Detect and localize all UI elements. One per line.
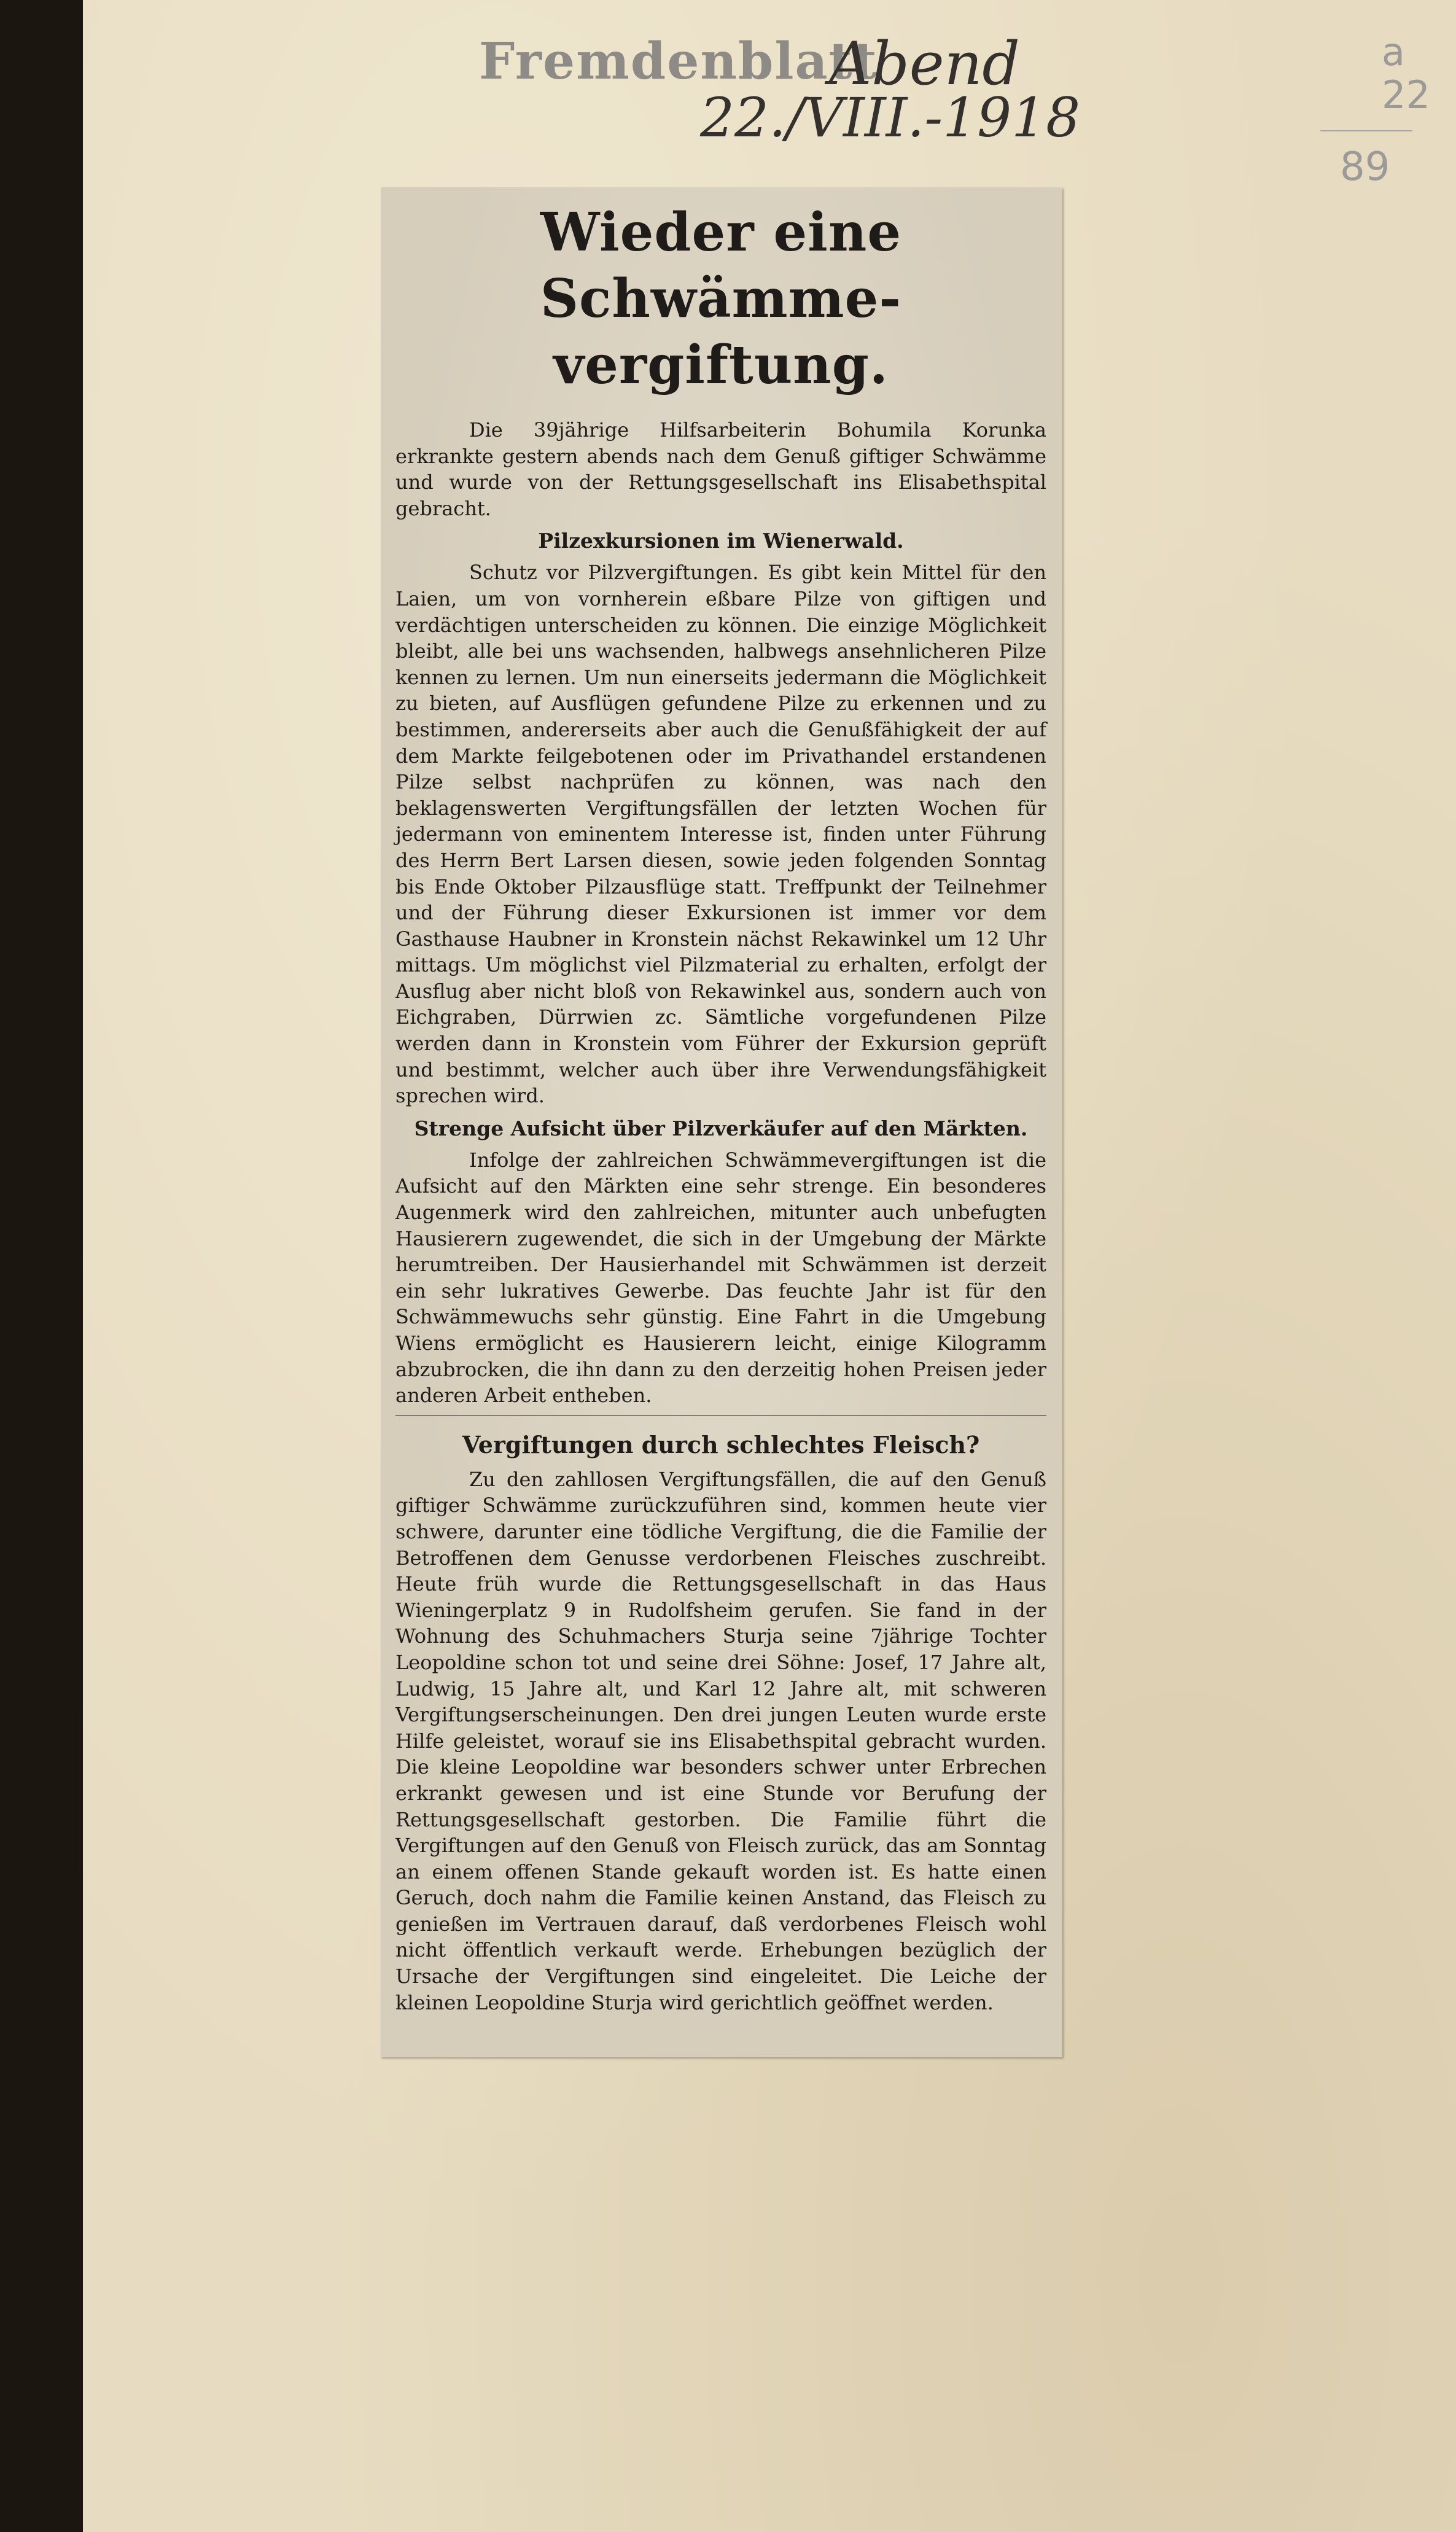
newspaper-stamp: Fremdenblatt xyxy=(479,32,878,91)
handwritten-date: 22./VIII.-1918 xyxy=(700,86,1081,149)
pencil-page-number: 89 xyxy=(1340,144,1390,190)
article-title: Wieder eine Schwämme-vergiftung. xyxy=(540,201,902,396)
section-heading-pilzexkursionen: Pilzexkursionen im Wienerwald. xyxy=(538,529,904,553)
section-heading-fleisch: Vergiftungen durch schlechtes Fleisch? xyxy=(462,1430,980,1459)
section-heading-aufsicht: Strenge Aufsicht über Pilzverkäufer auf den Märkten. xyxy=(414,1116,1028,1140)
section-text-fleisch: Zu den zahllosen Vergiftungsfällen, die auf den Genuß giftiger Schwämme zurückzuführen sind, kommen heute vier schwere, darunter eine tödliche Vergiftung, die die Familie der Betroffenen dem Genusse verdorbenen Fleisches zuschreibt. Heute früh wurde die Rettungsgesellschaft in das Haus Wieningerplatz 9 in Rudolfsheim gerufen. Sie fand in der Wohnung des Schuhmachers Sturja seine 7jährige Tochter Leopoldine schon tot und seine drei Söhne: Josef, 17 Jahre alt, Ludwig, 15 Jahre alt, und Karl 12 Jahre alt, mit schweren Vergiftungserscheinungen. Den drei jungen Leuten wurde erste Hilfe geleistet, worauf sie ins Elisabethspital gebracht wurden. Die kleine Leopoldine war besonders schwer unter Erbrechen erkrankt gewesen und ist eine Stunde vor Berufung der Rettungsgesellschaft gestorben. Die Familie führt die Vergiftungen auf den Genuß von Fleisch zurück, das am Sonntag an einem offenen Stande gekauft worden ist. Es hatte einen Geruch, doch nahm die Familie keinen Anstand, das Fleisch zu genießen im Vertrauen darauf, daß verdorbenes Fleisch wohl nicht öffentlich verkauft werde. Erhebungen bezüglich der Ursache der Vergiftungen sind eingeleitet. Die Leiche der kleinen Leopoldine Sturja wird gerichtlich geöffnet werden. xyxy=(395,1467,1046,2014)
pencil-note-a: a xyxy=(1382,29,1405,74)
pencil-note-b: 22 xyxy=(1382,72,1430,117)
section-text-aufsicht: Infolge der zahlreichen Schwämmevergiftungen ist die Aufsicht auf den Märkten eine sehr strenge. Ein besonderes Augenmerk wird den zahlreichen, mitunter auch unbefugten Hausierern zugewendet, die sich in der Umgebung der Märkte herumtreiben. Der Hausierhandel mit Schwämmen ist derzeit ein sehr lukratives Gewerbe. Das feuchte Jahr ist für den Schwämmewuchs sehr günstig. Eine Fahrt in die Umgebung Wiens ermöglicht es Hausierern leicht, einige Kilogramm abzubrocken, die ihn dann zu den derzeitig hohen Preisen jeder anderen Arbeit entheben. xyxy=(395,1148,1046,1408)
article-intro: Die 39jährige Hilfsarbeiterin Bohumila Korunka erkrankte gestern abends nach dem Genuß giftiger Schwämme und wurde von der Rettungsgesellschaft ins Elisabethspital gebracht. xyxy=(395,418,1046,520)
newspaper-clipping xyxy=(381,187,1062,2057)
pencil-divider xyxy=(1320,130,1412,131)
handwritten-edition: Abend xyxy=(829,29,1020,98)
section-divider xyxy=(395,1415,1046,1416)
section-text-pilzexkursionen: Schutz vor Pilzvergiftungen. Es gibt kein Mittel für den Laien, um von vornherein eßbare Pilze von giftigen und verdächtigen unterscheiden zu können. Die einzige Möglichkeit bleibt, alle bei uns wachsenden, halbwegs ansehnlicheren Pilze kennen zu lernen. Um nun einerseits jedermann die Möglichkeit zu bieten, auf Ausflügen gefundene Pilze zu erkennen und zu bestimmen, andererseits aber auch die Genußfähigkeit der auf dem Markte feilgebotenen oder im Privathandel erstandenen Pilze selbst nachprüfen zu können, was nach den beklagenswerten Vergiftungsfällen der letzten Wochen für jedermann von eminentem Interesse ist, finden unter Führung des Herrn Bert Larsen diesen, sowie jeden folgenden Sonntag bis Ende Oktober Pilzausflüge statt. Treffpunkt der Teilnehmer und der Führung dieser Exkursionen ist immer vor dem Gasthause Haubner in Kronstein nächst Rekawinkel um 12 Uhr mittags. Um möglichst viel Pilzmaterial zu erhalten, erfolgt der Ausflug aber nicht bloß von Rekawinkel aus, sondern auch von Eichgraben, Dürrwien zc. Sämtliche vorgefundenen Pilze werden dann in Kronstein vom Führer der Exkursion geprüft und bestimmt, welcher auch über ihre Verwendungsfähigkeit sprechen wird. xyxy=(395,561,1046,1108)
